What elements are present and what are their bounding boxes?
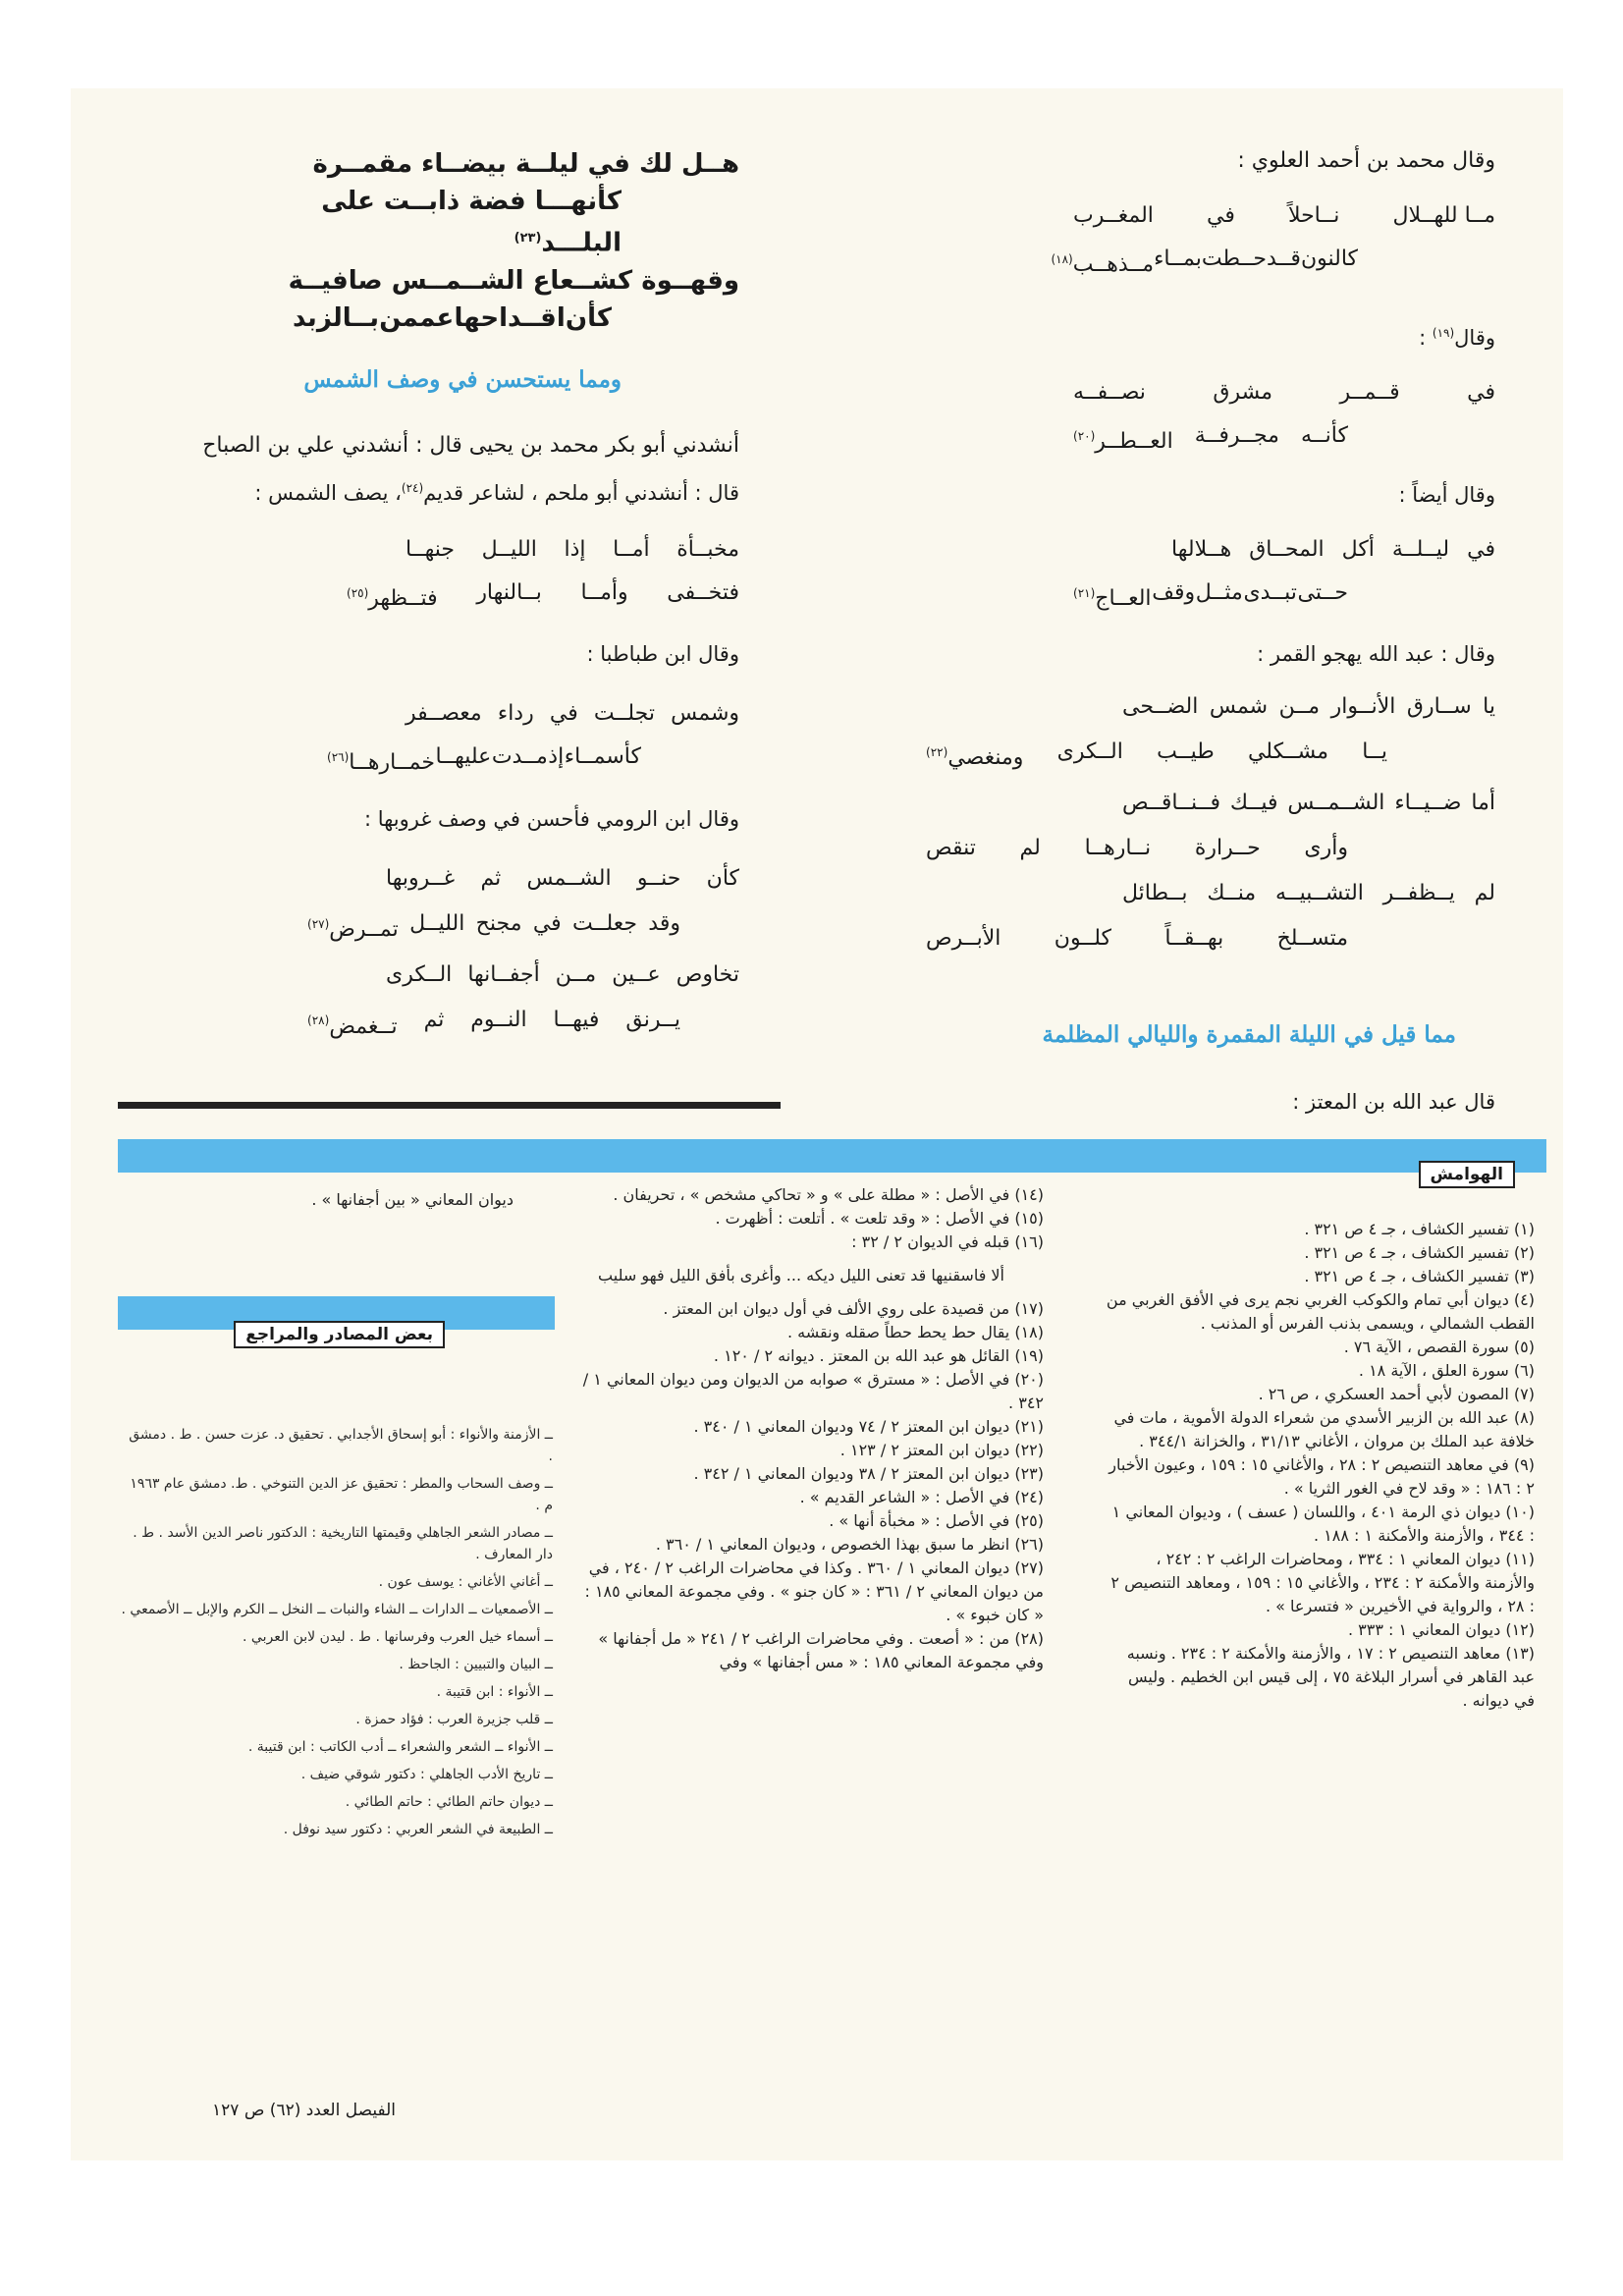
section-heading-sun (303, 366, 622, 393)
verse-line (926, 738, 1495, 773)
source-item: ــ أسماء خيل العرب وفرسانها . ط . ليدن لابن العربي . (243, 1629, 553, 1645)
footnote-ref: (٢٢) (926, 745, 948, 759)
word: إذ (548, 744, 565, 769)
source-item: ــ قلب جزيرة العرب : فؤاد حمزة . (355, 1712, 553, 1727)
word: الشــمس (526, 866, 612, 891)
footnote: (٢٨) من : « أصعت . وفي محاضرات الراغب ٢ / ٢٤١ « مل أجفانها » وفي مجموعة المعاني ١٨٥ : « مس أجفانها » وفي (598, 1629, 1044, 1671)
footnote: (١٧) من قصيدة على روي الألف في أول ديوان ابن المعتز . (663, 1299, 1044, 1318)
word: شمس (1209, 694, 1269, 719)
verse-line (327, 699, 739, 729)
footnote: (١١) ديوان المعاني ١ : ٣٣٤ ، ومحاضرات الراغب ٢ : ٢٤٢ ، والأزمنة والأمكنة ٢ : ٢٣٤ ، والأغاني ١٥ : ١٥٩ ، ومعاهد التنصيص ٢ : ٢٨ ، والرواية في الأخيرين « فتسرعا » . (1110, 1550, 1535, 1615)
verse-sariq (926, 692, 1495, 954)
intro-text: وقال أيضاً : (1398, 483, 1495, 507)
footnotes-title: الهوامش (1430, 1165, 1503, 1184)
intro-text-end: : (1419, 326, 1433, 350)
word: الضــحى (1122, 694, 1199, 719)
verse-line (926, 834, 1495, 863)
word: قــمــر (1339, 380, 1400, 405)
footnote: (١٢) ديوان المعاني ١ : ٣٣٣ . (1347, 1620, 1535, 1639)
verse-line (307, 960, 739, 990)
word: أجفــانها (467, 962, 540, 988)
verse-text: وقهــوة كشــعاع الشــمــس صافيــة (288, 265, 739, 296)
footnote: (٣) تفسير الكشاف ، جـ ٤ ص ٣٢١ . (1304, 1267, 1535, 1285)
word: قــد (1266, 246, 1301, 271)
word: كأسمــاء (564, 744, 641, 769)
word: المحــاق (1249, 537, 1325, 562)
verse-bayda (288, 145, 739, 337)
intro-ibn-tabataba (586, 640, 739, 668)
verse-line (347, 578, 739, 614)
verse-line (1073, 535, 1495, 565)
intro-alawi-text: وقال محمد بن أحمد العلوي : (1237, 148, 1495, 173)
footnote-ref: (٢٦) (327, 750, 350, 764)
word: مشــكلي (1247, 739, 1329, 764)
word: أمــا (613, 537, 650, 562)
footnote-ref: (١٨) (1051, 252, 1073, 266)
footnote: (٢٧) ديوان المعاني ١ / ٣٦٠ . وكذا في محاضرات الراغب ٢ / ٢٤٠ ، في من ديوان المعاني ٢ / ٣٦١ : « كان جنو » . وفي مجموعة المعاني ١٨٥ : « كان خبوء » . (584, 1558, 1044, 1624)
source-item: ــ أغاني الأغاني : يوسف عون . (378, 1574, 553, 1590)
word: الليــل (409, 911, 465, 936)
word: مــا للهــلال (1392, 203, 1495, 228)
word: يا (1483, 694, 1495, 719)
footnotes-col-left (121, 1188, 514, 1212)
verse-line (926, 924, 1495, 954)
word: أما (1471, 791, 1495, 816)
source-item: ــ الأنواء ــ الشعر والشعراء ــ أدب الكاتب : ابن قتيبة . (247, 1739, 553, 1755)
word: معصــفر (406, 701, 482, 726)
word: تبــدى (1243, 580, 1297, 605)
word: أكل (1341, 537, 1375, 562)
intro-text: وقال ابن طباطبا : (586, 642, 739, 666)
word: في (1467, 380, 1495, 405)
word: ليــلــة (1391, 537, 1450, 562)
verse-mahaq (1073, 535, 1495, 614)
intro-ibn-rumi (364, 805, 739, 833)
heading-text: مما قيل في الليلة المقمرة والليالي المظلمة (1042, 1021, 1456, 1048)
source-item: ــ الأزمنة والأنواء : أبو إسحاق الأجدابي . تحقيق د. عزت حسن . ط . دمشق . (129, 1427, 553, 1464)
footnote: (١) تفسير الكشاف ، جـ ٤ ص ٣٢١ . (1304, 1220, 1535, 1238)
word: حنــو (636, 866, 681, 891)
word: نــارهــا (1084, 836, 1152, 861)
verse-hunuw (307, 864, 739, 1042)
intro-text: وقال (1454, 326, 1495, 350)
verse-text: هــل لك في ليلــة بيضــاء مقمــرة (312, 149, 739, 179)
verse-line (288, 262, 739, 300)
intro-ibn-mutazz (1292, 1088, 1495, 1116)
footnote-ref: (٢٣) (514, 231, 542, 246)
verse-line (1051, 245, 1495, 280)
footnote: (٢) تفسير الكشاف ، جـ ٤ ص ٣٢١ . (1304, 1243, 1535, 1262)
footnote-ref: (٢٠) (1073, 429, 1096, 443)
footnote: (٢٢) ديوان ابن المعتز ٢ / ١٢٣ . (839, 1441, 1044, 1459)
intro-text: قال عبد الله بن المعتز : (1292, 1090, 1495, 1114)
word: مخبــأة (676, 537, 739, 562)
footnote: (٥) سورة القصص ، الآية ٧٦ . (1343, 1338, 1535, 1356)
word: ثم (423, 1008, 445, 1033)
footnote-ref: (٢٧) (307, 917, 330, 931)
word: التشــبيــه (1274, 881, 1364, 906)
word: لم (1019, 836, 1041, 861)
word: وقف (1152, 580, 1196, 605)
word: إذا (564, 537, 586, 562)
footnote: (١٦) قبله في الديوان ٢ / ٣٢ : (851, 1232, 1044, 1251)
word: يــا (1362, 739, 1387, 764)
intro-ayzan (1398, 481, 1495, 509)
footnote: (١٨) يقال حط يحط حطاً صقله ونقشه . (786, 1323, 1044, 1341)
verse-line (288, 300, 739, 337)
footnote-ref: (٢١) (1073, 586, 1096, 600)
source-item: ــ وصف السحاب والمطر : تحقيق عز الدين التنوخي . ط. دمشق عام ١٩٦٣ م . (130, 1476, 553, 1513)
word: نــاحلاً (1287, 203, 1340, 228)
footnote: (١٣) معاهد التنصيص ٢ : ١٧ ، والأزمنة والأمكنة ٢ : ٢٣٤ . ونسبه عبد القاهر في أسرار البلاغة ٧٥ ، إلى قيس ابن الخطيم . وليس في ديوانه . (1126, 1644, 1535, 1710)
verse-hilal (1051, 201, 1495, 280)
footnote-ref: (٢٤) (401, 481, 424, 495)
footnote: (٢٠) في الأصل : « مسترق » صوابه من الديوان ومن ديوان المعاني ١ / ٣٤٢ . (582, 1370, 1044, 1412)
word: لم (1474, 881, 1495, 906)
isnad-text: أنشدني أبو بكر محمد بن يحيى قال : أنشدني علي بن الصباح (202, 433, 739, 458)
source-item: ــ تاريخ الأدب الجاهلي : دكتور شوقي ضيف . (300, 1767, 553, 1782)
word: مــن (555, 962, 597, 988)
word: مثــل (1195, 580, 1243, 605)
word: وقد (648, 911, 680, 936)
source-item: ــ الطبيعة في الشعر العربي : دكتور سيد نوفل . (283, 1822, 553, 1837)
verse-line (926, 789, 1495, 818)
sources-title-box (234, 1321, 445, 1348)
footnote: (٢٤) في الأصل : « الشاعر القديم » . (799, 1488, 1044, 1506)
verse-line (307, 864, 739, 894)
footnote: (٦) سورة العلق ، الآية ١٨ . (1358, 1361, 1535, 1380)
footnotes-col-mid (582, 1183, 1044, 1674)
intro-text: وقال ابن الرومي فأحسن في وصف غروبها : (363, 807, 739, 831)
verse-line (1073, 578, 1495, 614)
intro-abdallah (1257, 640, 1495, 668)
footnotes-col-right (1103, 1218, 1535, 1713)
footnote: (٢١) ديوان ابن المعتز ٢ / ٧٤ وديوان المعاني ١ / ٣٤٠ . (693, 1417, 1044, 1436)
word: بــالزبد (293, 302, 380, 333)
word: مــدت (491, 744, 548, 769)
word: في (1467, 537, 1495, 562)
verse-line (926, 879, 1495, 908)
word: عليهــا (435, 744, 492, 769)
word: فتخــفى (667, 580, 739, 605)
word: عــين (612, 962, 661, 988)
footnote: (٩) في معاهد التنصيص ٢ : ٢٨ ، والأغاني ١٥ : ١٥٩ ، وعيون الأخبار ٢ : ١٨٦ : « وقد لاح في الغور الثريا » . (1109, 1455, 1535, 1498)
verse-line (347, 535, 739, 565)
word: الــكرى (386, 962, 453, 988)
word: وشمس (671, 701, 739, 726)
isnad-line-2 (254, 474, 739, 507)
word: طيــب (1157, 739, 1215, 764)
footnote-ref: (٢٨) (307, 1013, 330, 1028)
heading-text: ومما يستحسن في وصف الشمس (303, 366, 622, 393)
footnote: (١٥) في الأصل : « وقد تلعت » . أتلعت : أظهرت . (715, 1209, 1044, 1228)
verse-line (327, 742, 739, 778)
verse-line (307, 909, 739, 945)
isnad-line-1 (202, 432, 739, 460)
source-item: ــ الأصمعيات ــ الدارات ــ الشاء والنبات ــ النخل ــ الكرم والإبل ــ الأصمعي . (121, 1602, 553, 1617)
word: ضــيــاء (1394, 791, 1462, 816)
word: المغــرب (1073, 203, 1154, 228)
verse-qamar (1073, 378, 1495, 457)
word: مجــرفــة (1194, 423, 1279, 448)
word: بهــقــاً (1164, 926, 1224, 952)
word: مــذهــب (1072, 252, 1155, 278)
footnote: (٢٣) ديوان ابن المعتز ٢ / ٣٨ وديوان المعاني ١ / ٣٤٢ . (693, 1464, 1044, 1483)
word: تمــرض (329, 917, 399, 943)
footnotes-title-box (1419, 1161, 1515, 1188)
footnote-ref: (١٩) (1432, 326, 1455, 340)
word: في (1207, 203, 1235, 228)
sources-list (121, 1424, 553, 1846)
word: في (549, 701, 578, 726)
intro-alawi (1237, 147, 1495, 175)
word: الليــل (481, 537, 537, 562)
word: يــظفــر (1382, 881, 1455, 906)
footnote-ref: (٢٥) (347, 586, 369, 600)
word: تــغمض (329, 1013, 398, 1039)
word: اقــداحها (454, 302, 566, 333)
word: خمــارهــا (349, 750, 435, 776)
word: الشــمــس (1287, 791, 1385, 816)
word: وأمــا (580, 580, 628, 605)
word: غــروبها (386, 866, 456, 891)
section-heading-moonlit-nights (1042, 1021, 1456, 1048)
source-item: ــ مصادر الشعر الجاهلي وقيمتها التاريخية : الدكتور ناصر الدين الأسد . ط . دار المعارف . (133, 1525, 553, 1562)
word: منــك (1207, 881, 1257, 906)
footnote: (٨) عبد الله بن الزبير الأسدي من شعراء الدولة الأموية ، مات في خلافة عبد الملك بن مروان ، الأغاني ٣١/١٣ ، والخزانة ٣٤٤/١ . (1113, 1408, 1535, 1450)
page-footer (212, 2097, 396, 2124)
word: فيهــا (553, 1008, 600, 1033)
word: تنقص (926, 836, 976, 861)
word: الأنــوار (1330, 694, 1396, 719)
word: نصــفــه (1073, 380, 1146, 405)
sources-title: بعض المصادر والمراجع (245, 1325, 433, 1344)
word: حــتى (1297, 580, 1348, 605)
word: تجلــت (593, 701, 656, 726)
column-end-rule (118, 1102, 781, 1109)
word: فيــك (1229, 791, 1278, 816)
word: كالنون (1300, 246, 1358, 271)
source-item: ــ الأنواء : ابن قتيبة . (436, 1684, 553, 1700)
verse-line (1073, 201, 1495, 231)
footnote: (١٠) ديوان ذي الرمة ٤٠١ ، واللسان ( عسف ) ، وديوان المعاني ١ : ٣٤٤ ، والأزمنة والأمكنة ١ : ١٨٨ . (1111, 1503, 1535, 1545)
word: حــطت (1201, 246, 1267, 271)
word: العــاج (1095, 586, 1152, 612)
word: كأن (706, 866, 739, 891)
footnotes-blue-bar (118, 1139, 1546, 1173)
word: فــنــاقــص (1122, 791, 1221, 816)
word: بمــاء (1154, 246, 1202, 271)
word: كلــون (1054, 926, 1111, 952)
word: بــطائل (1122, 881, 1188, 906)
word: هــلالها (1171, 537, 1232, 562)
verse-line (1073, 378, 1495, 408)
verse-shams-tajallat (327, 699, 739, 778)
isnad-text: قال : أنشدني أبو ملحم ، لشاعر قديم (423, 481, 739, 505)
footnote-verse: ألا فاسقنيها قد تعنى الليل ديكه ... وأغرى بأفق الليل فهو سليب (598, 1266, 1004, 1285)
word: مشرق (1213, 380, 1273, 405)
word: النــوم (470, 1008, 527, 1033)
word: الأبــرص (926, 926, 1001, 952)
intro-text: وقال : عبد الله يهجو القمر : (1257, 642, 1495, 666)
word: وأرى (1304, 836, 1348, 861)
source-item: ــ ديوان حاتم الطائي : حاتم الطائي . (345, 1794, 553, 1810)
verse-mukhabba (347, 535, 739, 614)
verse-line (288, 183, 739, 262)
word: جنهــا (406, 537, 455, 562)
word: كأن (565, 302, 612, 333)
word: الــكرى (1056, 739, 1123, 764)
word: رداء (497, 701, 534, 726)
footnote: (٢٥) في الأصل : « مخبأة أنها » . (829, 1511, 1044, 1530)
word: في (532, 911, 562, 936)
word: عممن (379, 302, 455, 333)
word: تخاوص (676, 962, 739, 988)
verse-line (1073, 421, 1495, 457)
word: مــن (1278, 694, 1321, 719)
footnote: (٤) ديوان أبي تمام والكوكب الغربي نجم يرى في الأفق الغربي من القطب الشمالي ، ويسمى بذنب الفرس أو المذنب . (1106, 1290, 1535, 1333)
word: يــرنق (625, 1008, 680, 1033)
word: بــالنهار (476, 580, 542, 605)
word: حــرارة (1194, 836, 1261, 861)
verse-line (288, 145, 739, 183)
verse-text: كأنهـــا فضة ذابــت على البلـــد (321, 187, 622, 258)
footnote: ديوان المعاني « بين أجفانها » . (311, 1190, 514, 1209)
word: جعلــت (571, 911, 637, 936)
verse-line (926, 692, 1495, 722)
footnote: (٢٦) انظر ما سبق بهذا الخصوص ، وديوان المعاني ١ / ٣٦٠ . (655, 1535, 1044, 1554)
word: ومنغصي (947, 745, 1024, 771)
footnote: (١٩) القائل هو عبد الله بن المعتز . ديوانه ٢ / ١٢٠ . (713, 1346, 1044, 1365)
footnote: (١٤) في الأصل : « مطلة على » و « تحاكي مشخص » ، تحريفان . (613, 1185, 1044, 1204)
word: مجنح (475, 911, 522, 936)
footnote: (٧) المصون لأبي أحمد العسكري ، ص ٢٦ . (1258, 1385, 1535, 1403)
word: متســلخ (1276, 926, 1348, 952)
page-number-text: الفيصل العدد (٦٢) ص ١٢٧ (212, 2101, 396, 2120)
word: ثم (480, 866, 502, 891)
verse-line (307, 1006, 739, 1041)
intro-qal-19 (1419, 319, 1495, 352)
word: كأنــه (1301, 423, 1348, 448)
isnad-text-end: ، يصف الشمس : (254, 481, 402, 505)
word: فتــظهر (368, 586, 438, 612)
word: ســارق (1406, 694, 1472, 719)
word: العــطــر (1095, 429, 1173, 455)
source-item: ــ البيان والتبيين : الجاحظ . (399, 1657, 553, 1672)
